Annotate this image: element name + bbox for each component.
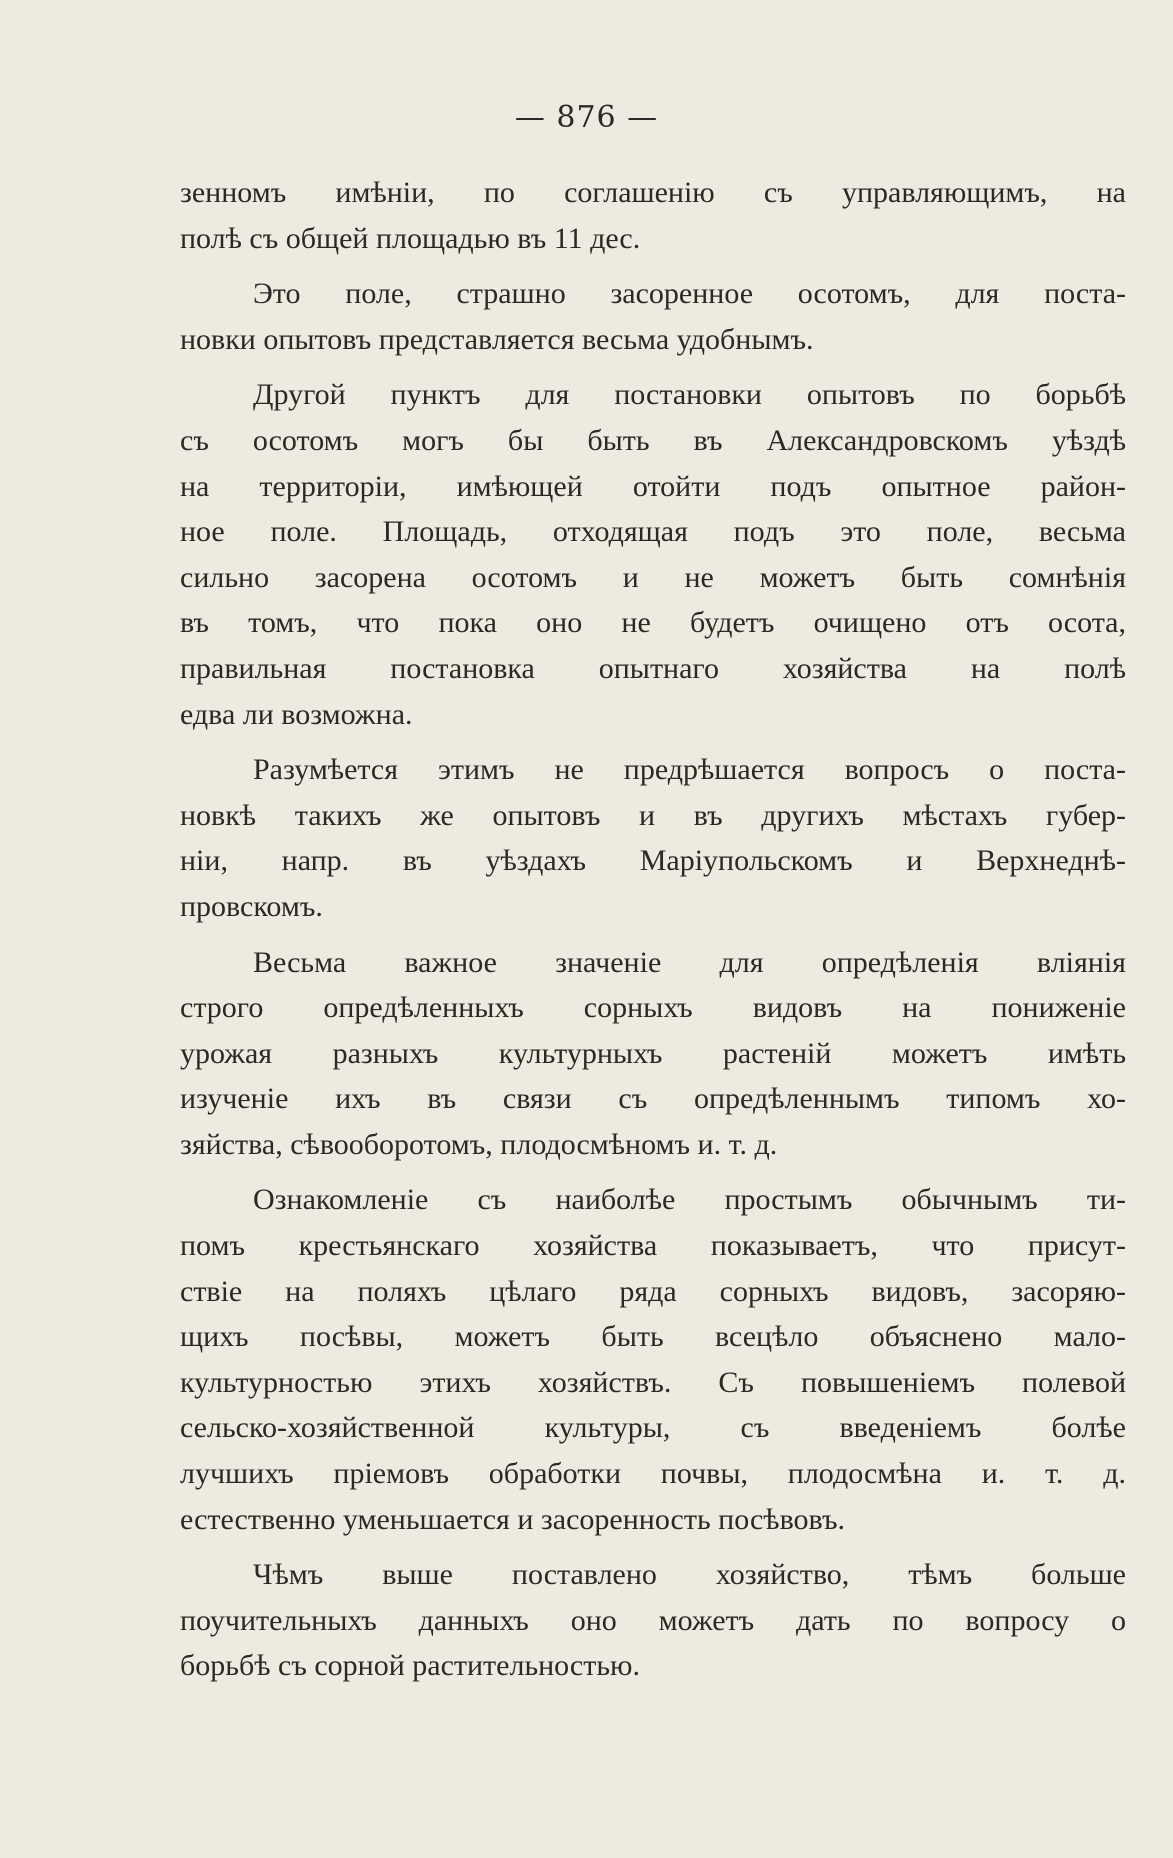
text-line: ствіе на поляхъ цѣлаго ряда сорныхъ видовъ, засоряю- <box>180 1274 1126 1308</box>
text-line: строго опредѣленныхъ сорныхъ видовъ на пониженіе <box>180 991 1126 1025</box>
text-line: культурностью этихъ хозяйствъ. Съ повышеніемъ полевой <box>180 1365 1126 1399</box>
text-line: ніи, напр. въ уѣздахъ Маріупольскомъ и Верхнеднѣ- <box>180 844 1126 878</box>
text-line: борьбѣ съ сорной растительностью. <box>180 1649 640 1683</box>
text-line: зенномъ имѣніи, по соглашенію съ управляющимъ, на <box>180 176 1126 209</box>
text-line: щихъ посѣвы, можетъ быть всецѣло объяснено мало- <box>180 1320 1126 1354</box>
text-line: лучшихъ пріемовъ обработки почвы, плодосмѣна и. т. д. <box>180 1457 1126 1491</box>
text-line: съ осотомъ могъ бы быть въ Александровскомъ уѣздѣ <box>180 423 1126 457</box>
text-line: сильно засорена осотомъ и не можетъ быть сомнѣнія <box>180 560 1126 594</box>
text-line: правильная постановка опытнаго хозяйства на полѣ <box>180 651 1126 685</box>
paragraph <box>180 372 1126 737</box>
text-line: провскомъ. <box>180 889 323 923</box>
paragraph <box>180 940 1126 1168</box>
text-line: естественно уменьшается и засоренность посѣвовъ. <box>180 1502 845 1536</box>
text-line: зяйства, сѣвооборотомъ, плодосмѣномъ и. т. д. <box>180 1127 778 1161</box>
text-line: на территоріи, имѣющей отойти подъ опытное район- <box>180 469 1126 503</box>
paragraph <box>180 1177 1126 1542</box>
text-line: Другой пунктъ для постановки опытовъ по борьбѣ <box>253 378 1126 412</box>
paragraph <box>180 1552 1126 1689</box>
paragraph <box>180 747 1126 929</box>
text-line: едва ли возможна. <box>180 697 413 731</box>
text-line: урожая разныхъ культурныхъ растеній можетъ имѣть <box>180 1036 1126 1070</box>
text-line: Разумѣется этимъ не предрѣшается вопросъ о поста- <box>253 753 1126 787</box>
text-line: помъ крестьянскаго хозяйства показываетъ, что присут- <box>180 1229 1126 1263</box>
text-line: полѣ съ общей площадью въ 11 дес. <box>180 221 641 255</box>
text-line: Ознакомленіе съ наиболѣе простымъ обычнымъ ти- <box>253 1183 1126 1217</box>
text-line: новки опытовъ представляется весьма удобнымъ. <box>180 322 814 356</box>
text-line: изученіе ихъ въ связи съ опредѣленнымъ типомъ хо- <box>180 1082 1126 1116</box>
text-line: сельско-хозяйственной культуры, съ введеніемъ болѣе <box>180 1411 1126 1445</box>
page-number: — 876 — <box>514 100 659 135</box>
text-line: поучительныхъ данныхъ оно можетъ дать по вопросу о <box>180 1603 1126 1637</box>
paragraph <box>180 271 1126 362</box>
body-text <box>180 170 1126 1699</box>
text-line: въ томъ, что пока оно не будетъ очищено отъ осота, <box>180 606 1126 640</box>
text-line: Весьма важное значеніе для опредѣленія вліянія <box>253 945 1126 979</box>
text-line: Чѣмъ выше поставлено хозяйство, тѣмъ больше <box>253 1558 1126 1592</box>
text-line: Это поле, страшно засоренное осотомъ, для поста- <box>253 277 1126 311</box>
text-line: новкѣ такихъ же опытовъ и въ другихъ мѣстахъ губер- <box>180 798 1126 832</box>
text-line: ное поле. Площадь, отходящая подъ это поле, весьма <box>180 515 1126 549</box>
paragraph <box>180 170 1126 261</box>
